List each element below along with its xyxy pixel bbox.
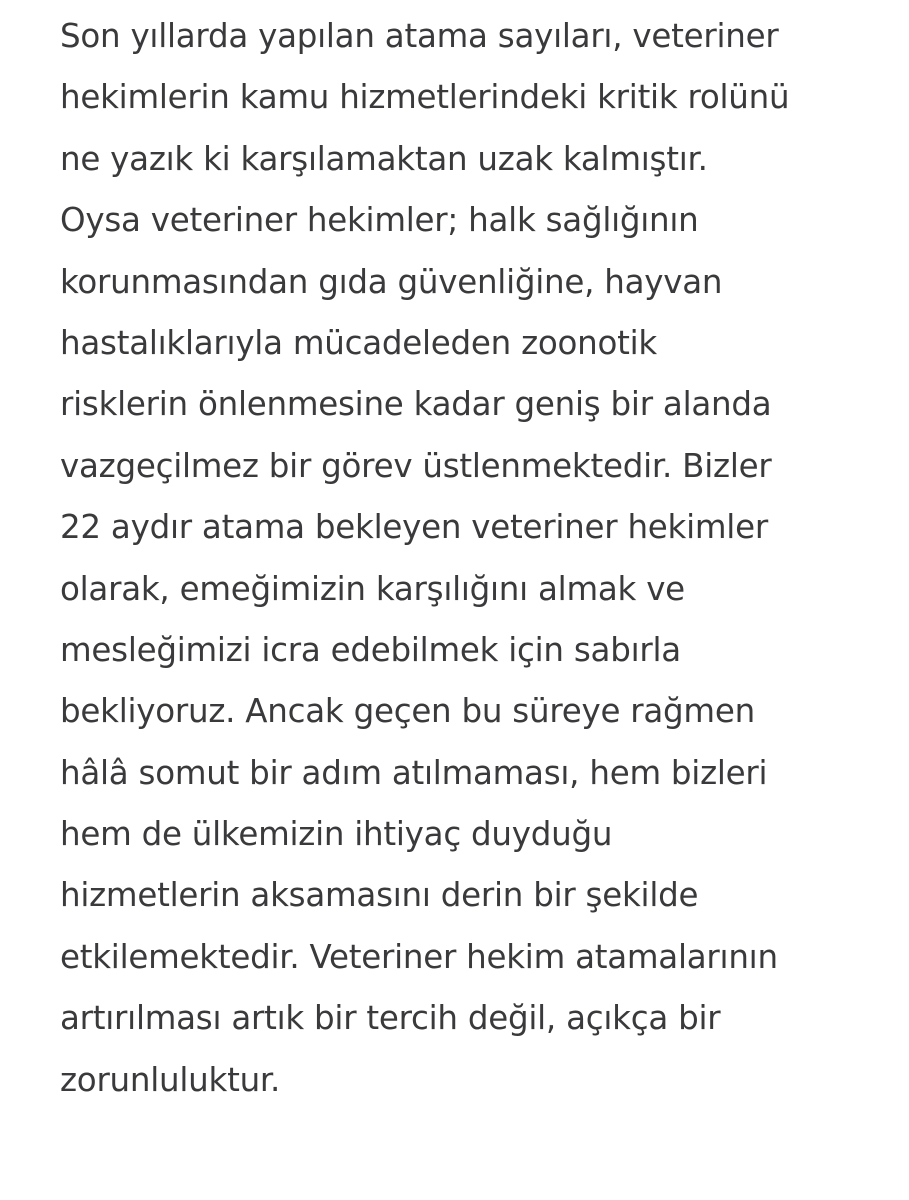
body-paragraph bbox=[60, 6, 900, 1111]
paragraph-line-17: artırılması artık bir tercih değil, açıkça bir bbox=[60, 999, 721, 1038]
paragraph-line-15: hizmetlerin aksamasını derin bir şekilde bbox=[60, 876, 699, 915]
paragraph-line-3: ne yazık ki karşılamaktan uzak kalmıştır. bbox=[60, 139, 708, 178]
paragraph-line-16: etkilemektedir. Veteriner hekim atamalarının bbox=[60, 937, 778, 976]
paragraph-line-8: vazgeçilmez bir görev üstlenmektedir. Bizler bbox=[60, 446, 772, 485]
paragraph-line-18: zorunluluktur. bbox=[60, 1060, 281, 1099]
paragraph-line-12: bekliyoruz. Ancak geçen bu süreye rağmen bbox=[60, 692, 755, 731]
paragraph-line-6: hastalıklarıyla mücadeleden zoonotik bbox=[60, 323, 657, 362]
paragraph-line-11: mesleğimizi icra edebilmek için sabırla bbox=[60, 630, 681, 669]
paragraph-line-9: 22 aydır atama bekleyen veteriner hekimler bbox=[60, 508, 768, 547]
paragraph-line-7: risklerin önlenmesine kadar geniş bir alanda bbox=[60, 385, 772, 424]
paragraph-line-2: hekimlerin kamu hizmetlerindeki kritik rolünü bbox=[60, 78, 790, 117]
paragraph-line-5: korunmasından gıda güvenliğine, hayvan bbox=[60, 262, 723, 301]
paragraph-line-1: Son yıllarda yapılan atama sayıları, veteriner bbox=[60, 17, 779, 55]
paragraph-line-14: hem de ülkemizin ihtiyaç duyduğu bbox=[60, 815, 613, 854]
paragraph-line-4: Oysa veteriner hekimler; halk sağlığının bbox=[60, 201, 699, 240]
paragraph-line-13: hâlâ somut bir adım atılmaması, hem bizleri bbox=[60, 753, 768, 792]
paragraph-line-10: olarak, emeğimizin karşılığını almak ve bbox=[60, 569, 685, 608]
